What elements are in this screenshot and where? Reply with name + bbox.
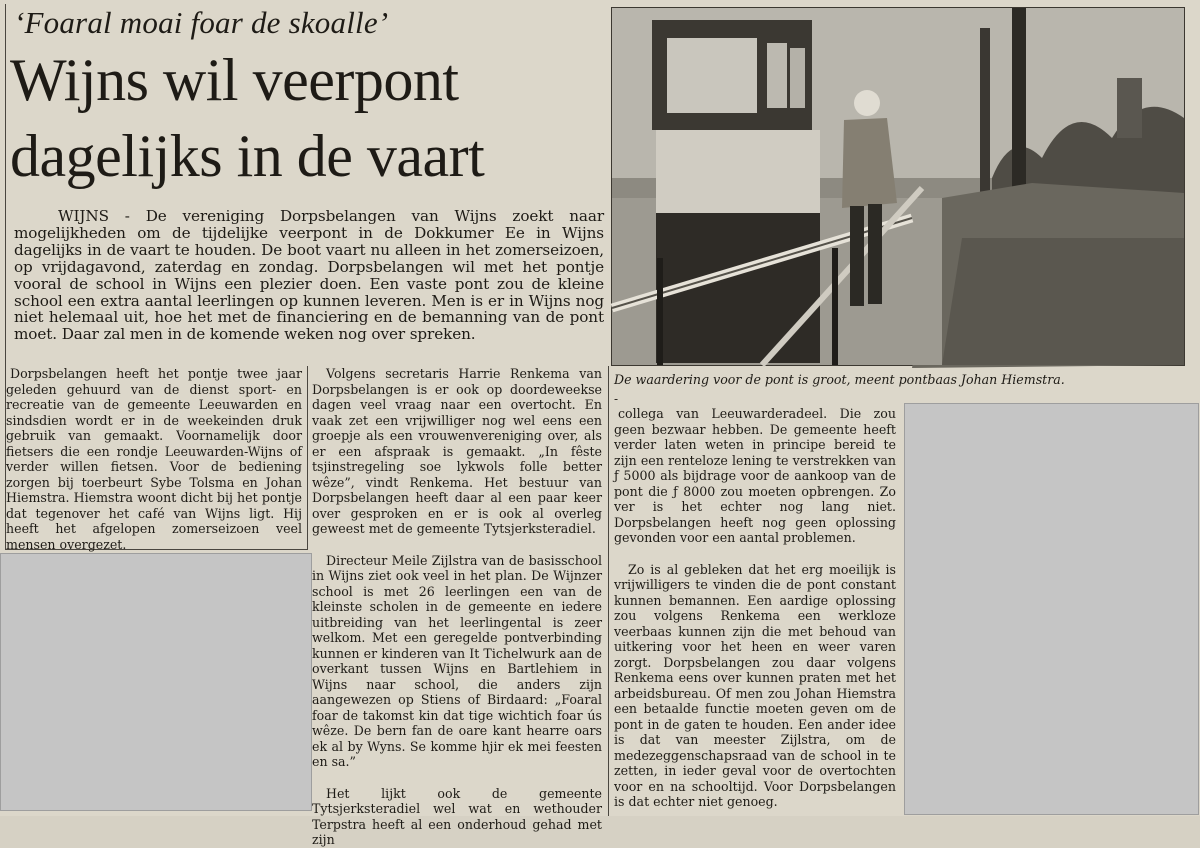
column-paragraph: Het lijkt ook de gemeente Tytsjerksteradiel wel wat en wethouder Terpstra heeft al een onderhoud gehad met zijn [312,785,602,847]
column-continuation-marker: - [614,392,619,406]
column-paragraph: Zo is al gebleken dat het erg moeilijk is vrijwilligers te vinden die de pont constant kunnen bemannen. Een aardige oplossing zou volgens Renkema een werkloze veerbaas kunnen zijn die met behoud van uitkering voor het heen en weer varen zorgt. Dorpsbelangen zou daar volgens Renkema eens over kunnen praten met het arbeidsbureau. Of men zou Johan Hiemstra een betaalde functie moeten geven om de pont in de gaten te houden. Een ander idee is dat van meester Zijlstra, om de medezeggenschapsraad van de school in te zetten, in ieder geval voor de overtochten voor en na schooltijd. Voor Dorpsbelangen is dat echter niet genoeg. [614,561,896,809]
headline-line-1: Wijns wil veerpont [10,47,459,113]
headline-line-2: dagelijks in de vaart [10,123,485,189]
blank-area-right [904,403,1199,815]
article-column-1 [6,366,302,552]
photo-caption: De waardering voor de pont is groot, meent pontbaas Johan Hiemstra. [614,372,1065,387]
lead-paragraph: WIJNS - De vereniging Dorpsbelangen van Wijns zoekt naar mogelijkheden om de tijdelijke veerpont in de Dokkumer Ee in Wijns dagelijks in de vaart te houden. De boot vaart nu alleen in het zomerseizoen, op vrijdagavond, zaterdag en zondag. Dorpsbelangen wil met het pontje vooral de school in Wijns een plezier doen. Een vaste pont zou de kleine school een extra aantal leerlingen op kunnen leveren. Men is er in Wijns nog niet helemaal uit, hoe het met de financiering en de bemanning van de pont moet. Daar zal men in de komende weken nog over spreken. [14,207,604,344]
column-paragraph: Volgens secretaris Harrie Renkema van Dorpsbelangen is er ook op doordeweekse dagen veel vraag naar een overtocht. En vaak zet een vrijwilliger nog wel eens een groepje als een vrouwenvereniging over, als er een afspraak is gemaakt. „In fêste tsjinstregeling soe lykwols folle better wêze”, vindt Renkema. Het bestuur van Dorpsbelangen heeft daar al een paar keer over gesproken en er is ook al overleg geweest met de gemeente Tytsjerksteradiel. [312,366,602,536]
column-paragraph: Directeur Meile Zijlstra van de basisschool in Wijns ziet ook veel in het plan. De Wijnzer school is met 26 leerlingen een van de kleinste scholen in de gemeente en iedere uitbreiding van het leerlingental is zeer welkom. Met een geregelde pontverbinding kunnen er kinderen van It Tichelwurk aan de overkant tussen Wijns en Bartlehiem in Wijns naar school, die anders zijn aangewezen op Stiens of Birdaard: „Foaral foar de takomst kin dat tige wichtich foar ús wêze. De bern fan de oare kant hearre oars ek al by Wyns. Se komme hjir ek mei feesten en sa.” [312,552,602,769]
article-column-2 [312,366,602,847]
article-kicker: ‘Foaral moai foar de skoalle’ [14,5,389,40]
column-paragraph: Dorpsbelangen heeft het pontje twee jaar geleden gehuurd van de dienst sport- en recreatie van de gemeente Leeuwarden en sindsdien wordt er in de weekeinden druk gebruik van gemaakt. Voornamelijk door fietsers die een rondje Leeuwarden-Wijns of verder willen fietsen. Voor de bediening zorgen bij toerbeurt Sybe Tolsma en Johan Hiemstra. Hiemstra woont dicht bij het pontje dat tegenover het café van Wijns ligt. Hij heeft het afgelopen zomerseizoen veel mensen overgezet. [6,366,302,552]
column-paragraph: collega van Leeuwarderadeel. Die zou geen bezwaar hebben. De gemeente heeft verder laten weten in principe bereid te zijn een renteloze lening te verstrekken van ƒ 5000 als bijdrage voor de aankoop van de pont die ƒ 8000 zou moeten opbrengen. Zo ver is het echter nog lang niet. Dorpsbelangen heeft nog geen oplossing gevonden voor een aantal problemen. [614,406,896,545]
ferry-photo [611,7,1185,366]
article-lead [14,208,604,343]
column-rule-2 [608,366,609,816]
column-rule-1 [307,366,308,550]
article-column-3 [614,406,896,816]
blank-area-left [0,553,312,811]
article-headline [10,42,610,194]
